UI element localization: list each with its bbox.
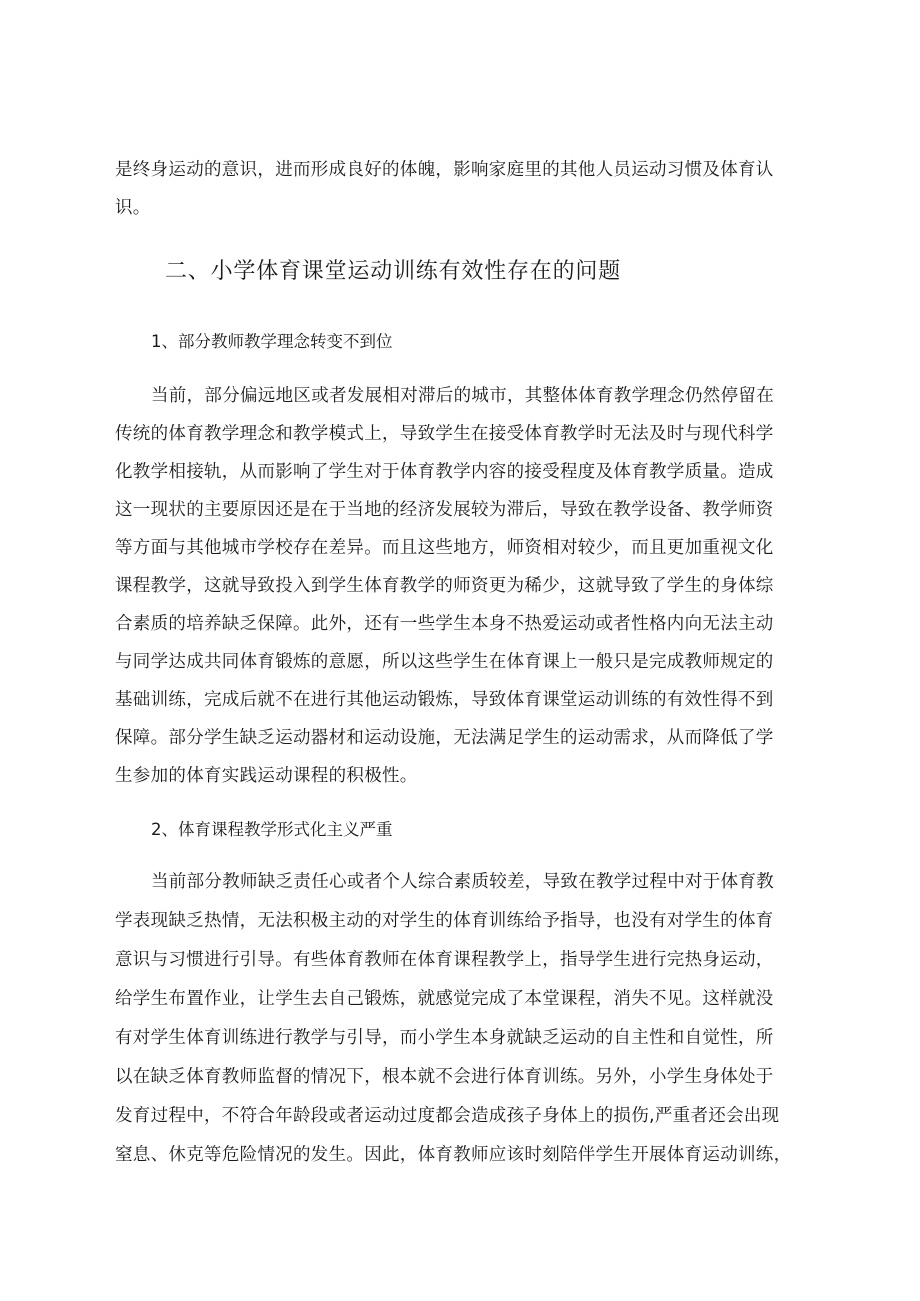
sub1-paragraph-line: 化教学相接轨，从而影响了学生对于体育教学内容的接受程度及体育教学质量。造成: [115, 462, 774, 482]
sub1-paragraph-line: 这一现状的主要原因还是在于当地的经济发展较为滞后，导致在教学设备、教学师资: [115, 500, 774, 520]
subsection-1-title: 1、部分教师教学理念转变不到位: [151, 332, 393, 351]
sub2-paragraph-line: 给学生布置作业，让学生去自己锻炼，就感觉完成了本堂课程，消失不见。这样就没: [115, 989, 774, 1009]
sub1-paragraph-line: 基础训练，完成后就不在进行其他运动锻炼，导致体育课堂运动训练的有效性得不到: [115, 690, 774, 710]
sub2-paragraph-line: 学表现缺乏热情，无法积极主动的对学生的体育训练给予指导，也没有对学生的体育: [115, 911, 774, 931]
sub1-paragraph-line: 保障。部分学生缺乏运动器材和运动设施，无法满足学生的运动需求，从而降低了学: [115, 728, 774, 748]
sub2-paragraph-line: 意识与习惯进行引导。有些体育教师在体育课程教学上，指导学生进行完热身运动，: [115, 950, 774, 970]
intro-line-1: 是终身运动的意识，进而形成良好的体魄，影响家庭里的其他人员运动习惯及体育认: [115, 160, 774, 180]
section-heading: 二、小学体育课堂运动训练有效性存在的问题: [165, 259, 622, 284]
sub1-paragraph-line: 与同学达成共同体育锻炼的意愿，所以这些学生在体育课上一般只是完成教师规定的: [115, 652, 774, 672]
intro-line-2: 识。: [115, 198, 151, 218]
subsection-2-title: 2、体育课程教学形式化主义严重: [151, 820, 393, 839]
sub1-paragraph-line: 课程教学，这就导致投入到学生体育教学的师资更为稀少，这就导致了学生的身体综: [115, 576, 774, 596]
sub2-paragraph-line: 以在缺乏体育教师监督的情况下，根本就不会进行体育训练。另外，小学生身体处于: [115, 1067, 774, 1087]
sub2-paragraph-line: 发育过程中，不符合年龄段或者运动过度都会造成孩子身体上的损伤,严重者还会出现: [115, 1106, 780, 1126]
sub1-paragraph-line: 合素质的培养缺乏保障。此外，还有一些学生本身不热爱运动或者性格内向无法主动: [115, 614, 774, 634]
sub1-paragraph-line: 生参加的体育实践运动课程的积极性。: [115, 766, 418, 786]
sub2-paragraph-line: 有对学生体育训练进行教学与引导，而小学生本身就缺乏运动的自主性和自觉性，所: [115, 1028, 774, 1048]
sub1-paragraph-line: 当前，部分偏远地区或者发展相对滞后的城市，其整体体育教学理念仍然停留在: [151, 386, 774, 406]
sub2-paragraph-line: 窒息、休克等危险情况的发生。因此，体育教师应该时刻陪伴学生开展体育运动训练，: [115, 1145, 792, 1165]
sub2-paragraph-line: 当前部分教师缺乏责任心或者个人综合素质较差，导致在教学过程中对于体育教: [151, 872, 774, 892]
sub1-paragraph-line: 等方面与其他城市学校存在差异。而且这些地方，师资相对较少，而且更加重视文化: [115, 538, 774, 558]
sub1-paragraph-line: 传统的体育教学理念和教学模式上，导致学生在接受体育教学时无法及时与现代科学: [115, 424, 774, 444]
